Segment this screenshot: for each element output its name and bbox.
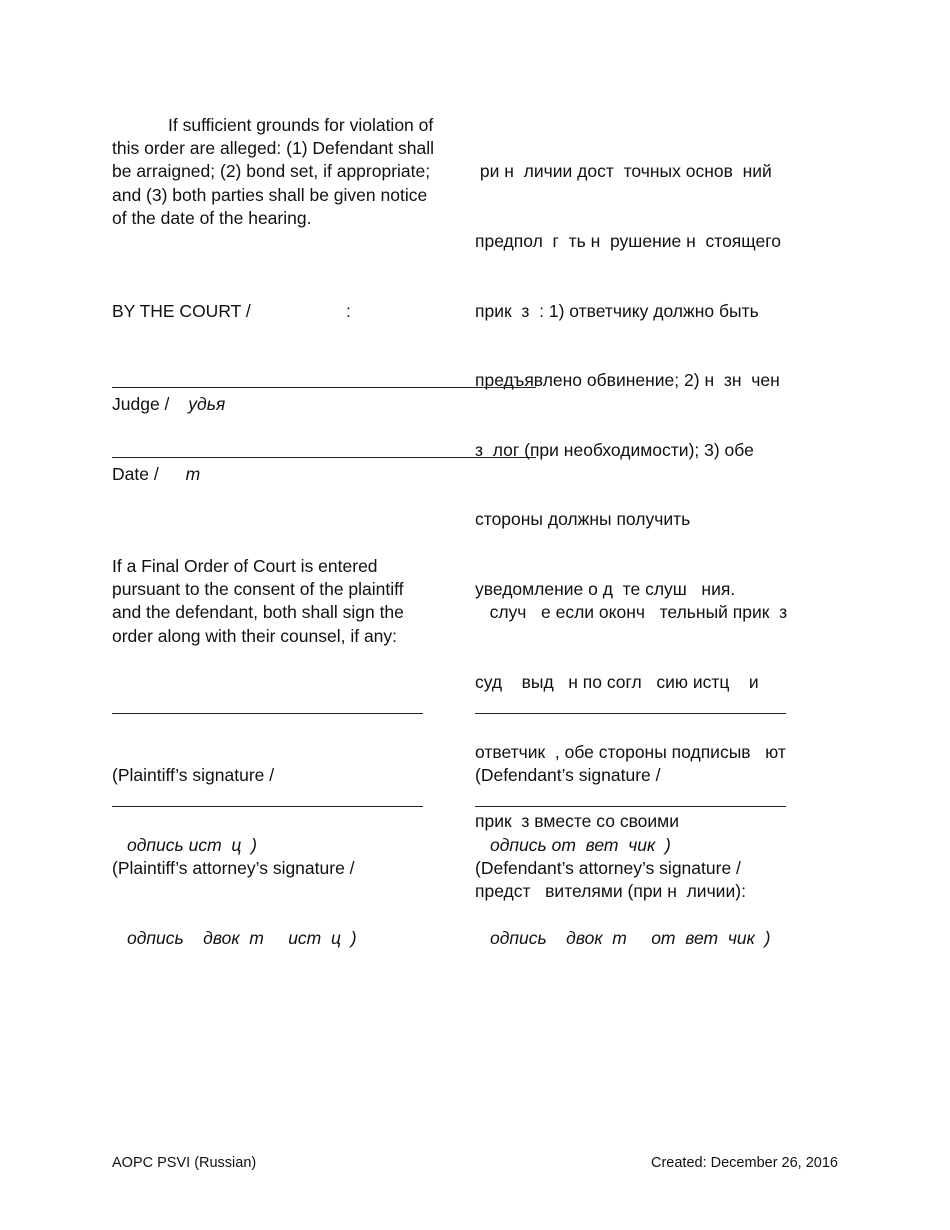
date-label-en: Date / [112,464,159,484]
judge-label-ru: удья [188,394,226,414]
paragraph-line: and the defendant, both shall sign the [112,602,404,623]
paragraph-line: ри н личии дост точных основ ний [475,161,772,182]
by-the-court-label [112,300,251,323]
paragraph-line: pursuant to the consent of the plaintiff [112,579,404,600]
plaintiff-signature-en: (Plaintiff’s signature / [112,765,275,786]
date-label [112,463,200,486]
paragraph-line: предъявлено обвинение; 2) н зн чен [475,370,780,391]
plaintiff-attorney-signature-line[interactable] [112,806,423,807]
defendant-attorney-signature-ru: одпись двок т от вет чик ) [490,928,771,949]
paragraph-line: прик з вместе со своими [475,811,679,832]
date-signature-line[interactable] [112,457,536,458]
paragraph-line: this order are alleged: (1) Defendant shall [112,138,434,159]
violation-paragraph-ru [475,114,781,624]
paragraph-line: уведомление о д те слуш ния. [475,579,736,600]
defendant-attorney-signature-line[interactable] [475,806,786,807]
paragraph-line: ответчик , обе стороны подписыв ют [475,741,786,762]
paragraph-line: If a Final Order of Court is entered [112,556,378,576]
footer-created-date: Created: December 26, 2016 [651,1155,838,1171]
date-label-ru: т [185,464,201,484]
violation-paragraph-en [112,114,434,230]
defendant-attorney-signature-en: (Defendant’s attorney’s signature / [475,858,741,879]
plaintiff-signature-ru: одпись ист ц ) [127,835,257,856]
by-the-court-colon: : [346,301,351,321]
paragraph-line: of the date of the hearing. [112,207,312,228]
judge-signature-line[interactable] [112,387,536,388]
plaintiff-attorney-signature-ru: одпись двок т ист ц ) [127,928,357,949]
paragraph-line: If sufficient grounds for violation of [168,115,434,135]
judge-label-en: Judge / [112,394,170,414]
paragraph-line: случ е если оконч тельный прик з [475,602,788,623]
consent-paragraph-en [112,555,404,648]
paragraph-line: стороны должны получить [475,509,691,530]
paragraph-line: прик з : 1) ответчику должно быть [475,300,759,321]
paragraph-line: предпол г ть н рушение н стоящего [475,231,781,252]
plaintiff-attorney-signature-en: (Plaintiff’s attorney’s signature / [112,858,355,879]
defendant-signature-ru: одпись от вет чик ) [490,835,671,856]
defendant-attorney-signature-label [475,811,770,973]
paragraph-line: суд выд н по согл сию истц и [475,672,759,693]
defendant-signature-en: (Defendant’s signature / [475,765,661,786]
paragraph-line: order along with their counsel, if any: [112,625,398,646]
paragraph-line: be arraigned; (2) bond set, if appropriate; [112,161,431,182]
judge-label [112,393,225,416]
paragraph-line: and (3) both parties shall be given notice [112,184,428,205]
defendant-signature-line[interactable] [475,713,786,714]
paragraph-line: з лог (при необходимости); 3) обе [475,439,754,460]
by-the-court-ru [346,300,351,323]
plaintiff-signature-line[interactable] [112,713,423,714]
footer-form-id: AOPC PSVI (Russian) [112,1155,257,1171]
paragraph-line: предст вителями (при н личии): [475,880,746,901]
by-the-court-en: BY THE COURT / [112,301,251,321]
plaintiff-attorney-signature-label [112,811,357,973]
